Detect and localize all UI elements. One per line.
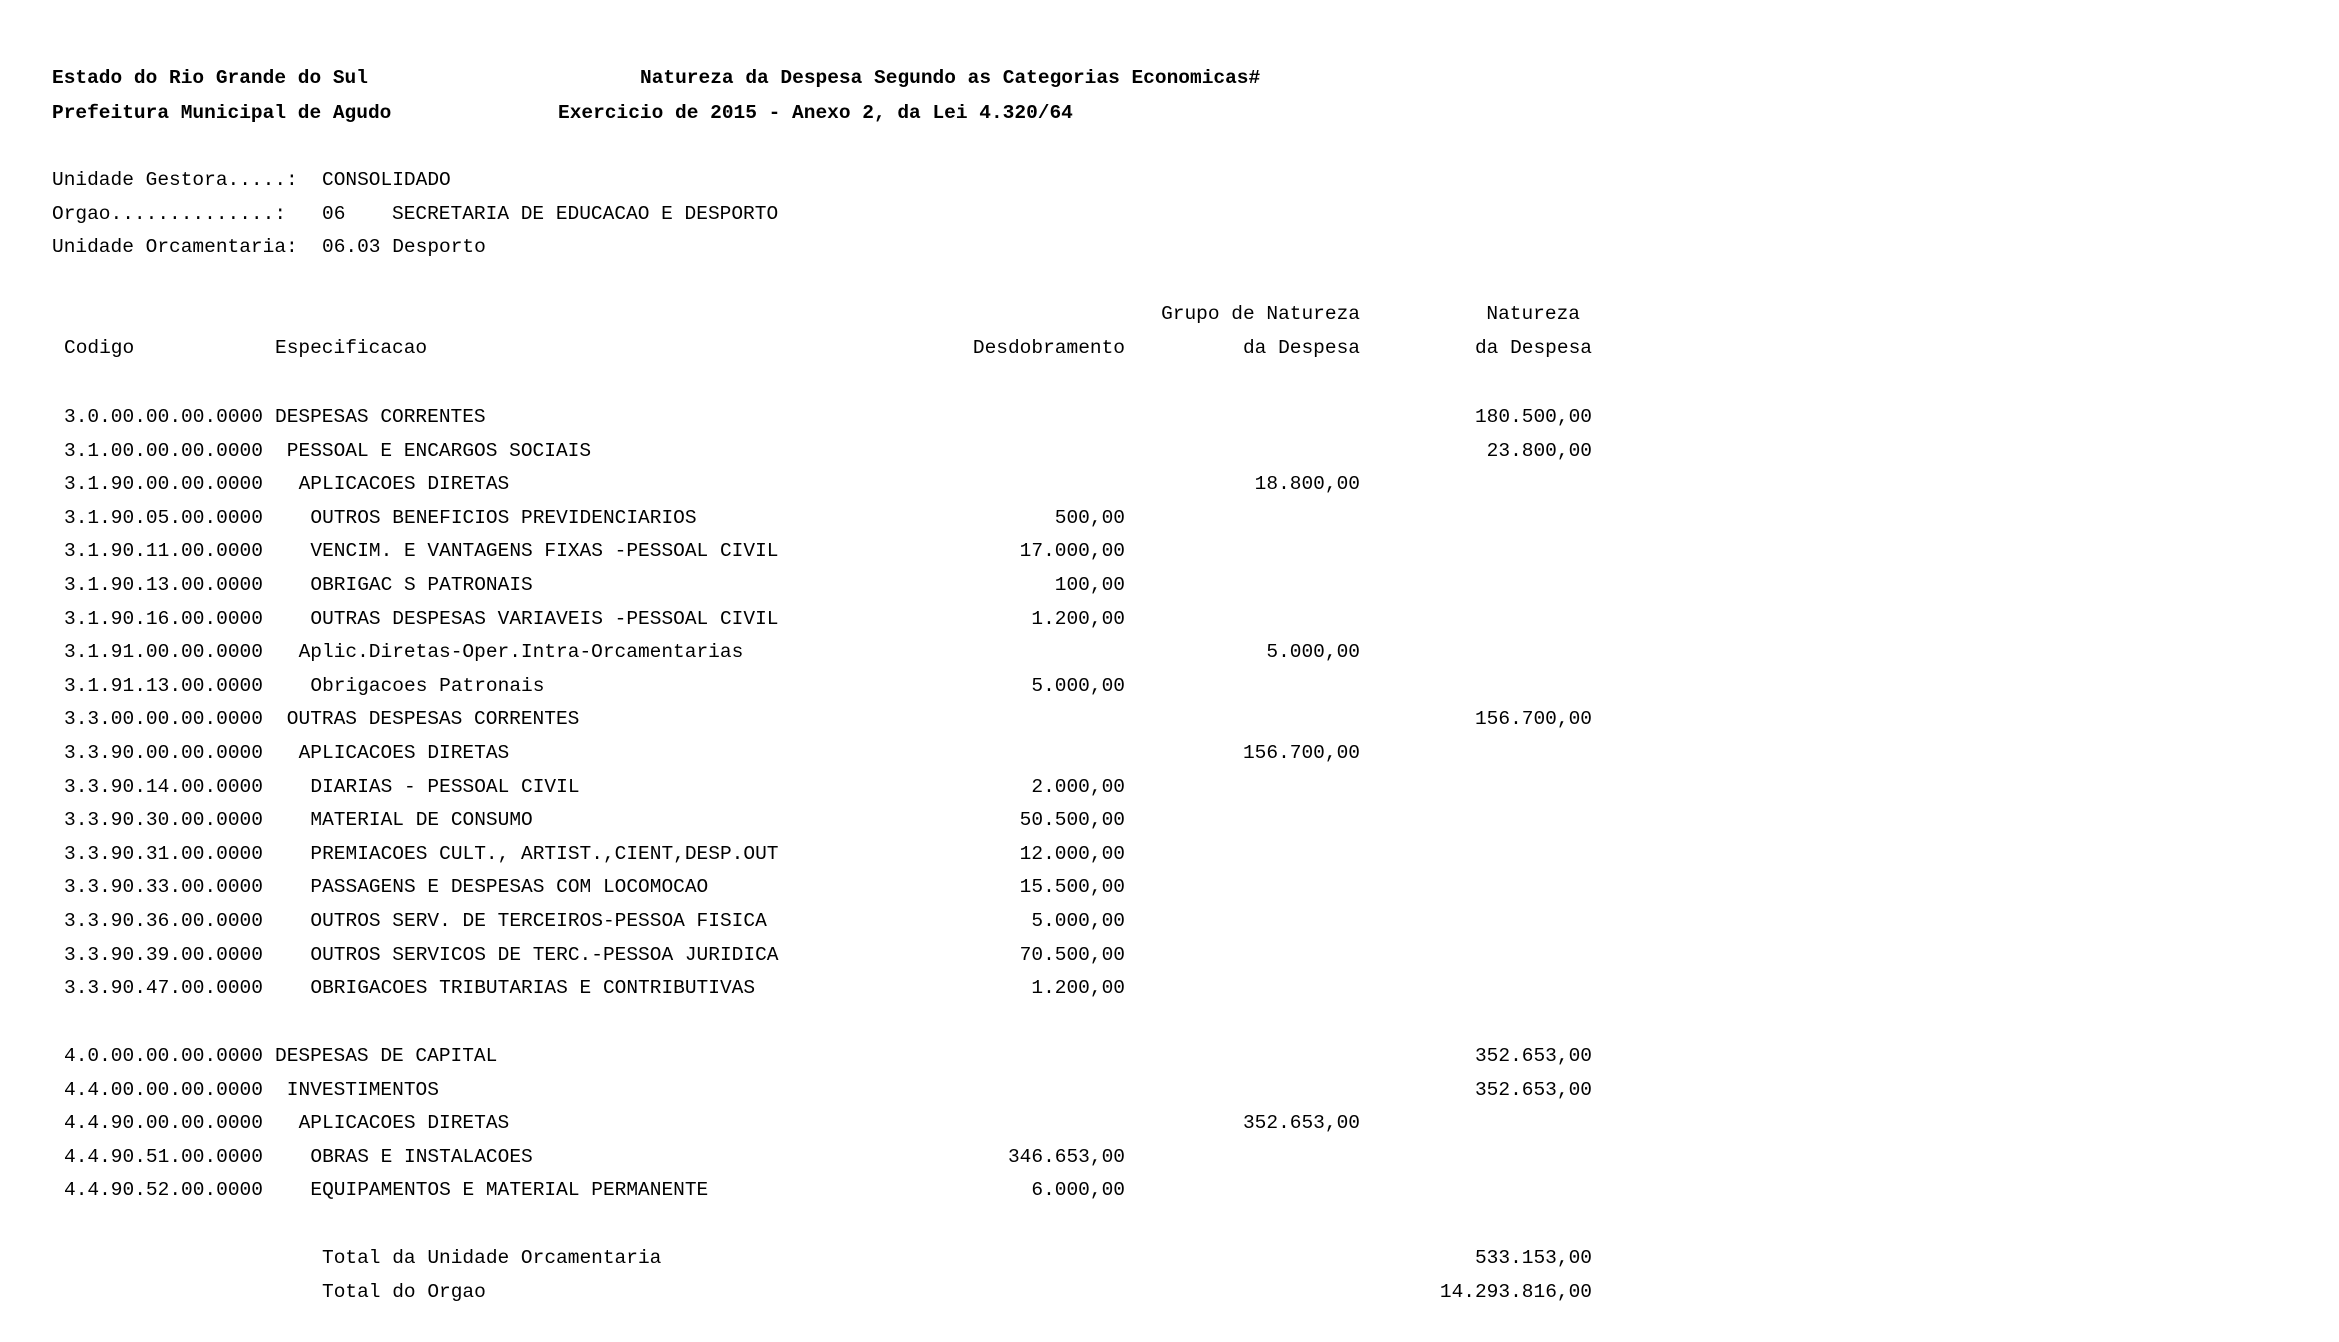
unidade-orcamentaria-label: Unidade Orcamentaria: [52,236,298,258]
row-desdobramento: 500,00 [1054,506,1125,529]
orgao-code: 06 [322,203,346,225]
row-description: PASSAGENS E DESPESAS COM LOCOMOCAO [310,876,709,899]
row-code: 3.3.90.39.00.0000 [64,943,263,966]
row-grupo-natureza: 5.000,00 [1266,641,1360,664]
row-desdobramento: 70.500,00 [1019,943,1125,966]
row-description: VENCIM. E VANTAGENS FIXAS -PESSOAL CIVIL [310,540,779,563]
row-desdobramento: 346.653,00 [1007,1145,1125,1168]
row-desdobramento: 17.000,00 [1019,540,1125,563]
row-description: OBRIGAC S PATRONAIS [310,574,533,596]
row-description: PESSOAL E ENCARGOS SOCIAIS [286,439,592,462]
col-grupo-header-1: Grupo de Natureza [1161,303,1360,325]
row-desdobramento: 5.000,00 [1031,674,1125,697]
unidade-gestora-label: Unidade Gestora.....: [52,169,298,191]
row-description: INVESTIMENTOS [286,1078,439,1101]
row-code: 3.0.00.00.00.0000 [64,406,263,428]
row-natureza: 352.653,00 [1474,1078,1592,1101]
row-natureza: 352.653,00 [1474,1045,1592,1067]
row-desdobramento: 1.200,00 [1031,977,1125,1000]
row-code: 3.1.91.00.00.0000 [64,641,263,664]
row-description: DESPESAS CORRENTES [275,406,486,428]
unidade-gestora-value: CONSOLIDADO [322,169,451,191]
row-natureza: 180.500,00 [1474,406,1592,428]
prefecture-name: Prefeitura Municipal de Agudo [52,102,392,124]
row-desdobramento: 1.200,00 [1031,607,1125,630]
row-code: 3.1.00.00.00.0000 [64,439,263,462]
row-desdobramento: 100,00 [1054,574,1125,596]
row-description: DIARIAS - PESSOAL CIVIL [310,775,580,798]
unidade-orcamentaria-value: 06.03 Desporto [322,236,486,258]
row-description: MATERIAL DE CONSUMO [310,809,533,832]
row-code: 4.4.90.52.00.0000 [64,1179,263,1202]
row-code: 3.3.00.00.00.0000 [64,708,263,731]
row-code: 3.3.90.33.00.0000 [64,876,263,899]
row-description: OUTROS SERV. DE TERCEIROS-PESSOA FISICA [310,910,767,932]
orgao-label: Orgao..............: [52,203,287,225]
row-desdobramento: 5.000,00 [1031,910,1125,932]
row-description: OBRIGACOES TRIBUTARIAS E CONTRIBUTIVAS [310,977,756,1000]
row-description: APLICACOES DIRETAS [298,1112,510,1135]
col-especificacao-header: Especificacao [275,337,428,359]
row-desdobramento: 2.000,00 [1031,775,1125,798]
total-value: 533.153,00 [1474,1247,1592,1269]
row-code: 4.4.90.51.00.0000 [64,1145,263,1168]
row-description: EQUIPAMENTOS E MATERIAL PERMANENTE [310,1179,709,1202]
col-codigo-header: Codigo [64,337,135,359]
row-description: APLICACOES DIRETAS [298,473,510,496]
row-code: 3.1.90.11.00.0000 [64,540,263,563]
row-description: OUTRAS DESPESAS CORRENTES [286,708,580,731]
row-grupo-natureza: 18.800,00 [1254,473,1360,496]
row-code: 3.3.90.36.00.0000 [64,910,263,932]
row-code: 3.3.90.14.00.0000 [64,775,263,798]
col-natureza-header-1: Natureza [1486,303,1580,325]
total-value: 14.293.816,00 [1439,1280,1592,1303]
row-code: 3.1.90.13.00.0000 [64,574,263,596]
row-description: Aplic.Diretas-Oper.Intra-Orcamentarias [298,641,744,664]
row-code: 3.1.91.13.00.0000 [64,674,263,697]
report-title: Natureza da Despesa Segundo as Categorias Economicas# [640,67,1261,89]
row-desdobramento: 12.000,00 [1019,842,1125,865]
row-grupo-natureza: 156.700,00 [1242,742,1360,764]
row-description: OUTRAS DESPESAS VARIAVEIS -PESSOAL CIVIL [310,607,779,630]
row-code: 4.4.90.00.00.0000 [64,1112,263,1135]
row-code: 3.1.90.00.00.0000 [64,473,263,496]
row-description: APLICACOES DIRETAS [298,742,510,764]
row-description: OBRAS E INSTALACOES [310,1145,533,1168]
row-description: DESPESAS DE CAPITAL [275,1045,498,1067]
total-label: Total da Unidade Orcamentaria [322,1247,662,1269]
exercise-line: Exercicio de 2015 - Anexo 2, da Lei 4.320/64 [558,102,1073,124]
row-natureza: 156.700,00 [1474,708,1592,731]
col-desdobramento-header: Desdobramento [972,337,1125,359]
row-natureza: 23.800,00 [1486,439,1592,462]
row-desdobramento: 15.500,00 [1019,876,1125,899]
state-name: Estado do Rio Grande do Sul [52,67,368,89]
row-description: OUTROS BENEFICIOS PREVIDENCIARIOS [310,506,697,529]
row-description: PREMIACOES CULT., ARTIST.,CIENT,DESP.OUT [310,842,779,865]
row-code: 3.3.90.30.00.0000 [64,809,263,832]
row-code: 3.3.90.00.00.0000 [64,742,263,764]
orgao-name: SECRETARIA DE EDUCACAO E DESPORTO [392,203,779,225]
col-grupo-header-2: da Despesa [1242,337,1360,359]
row-code: 3.1.90.16.00.0000 [64,607,263,630]
row-desdobramento: 50.500,00 [1019,809,1125,832]
row-description: Obrigacoes Patronais [310,674,545,697]
row-desdobramento: 6.000,00 [1031,1179,1125,1202]
row-code: 4.4.00.00.00.0000 [64,1078,263,1101]
row-grupo-natureza: 352.653,00 [1242,1112,1360,1135]
row-description: OUTROS SERVICOS DE TERC.-PESSOA JURIDICA [310,943,779,966]
row-code: 3.3.90.47.00.0000 [64,977,263,1000]
row-code: 3.3.90.31.00.0000 [64,842,263,865]
total-label: Total do Orgao [322,1280,486,1303]
row-code: 4.0.00.00.00.0000 [64,1045,263,1067]
col-natureza-header-2: da Despesa [1474,337,1592,359]
row-code: 3.1.90.05.00.0000 [64,506,263,529]
